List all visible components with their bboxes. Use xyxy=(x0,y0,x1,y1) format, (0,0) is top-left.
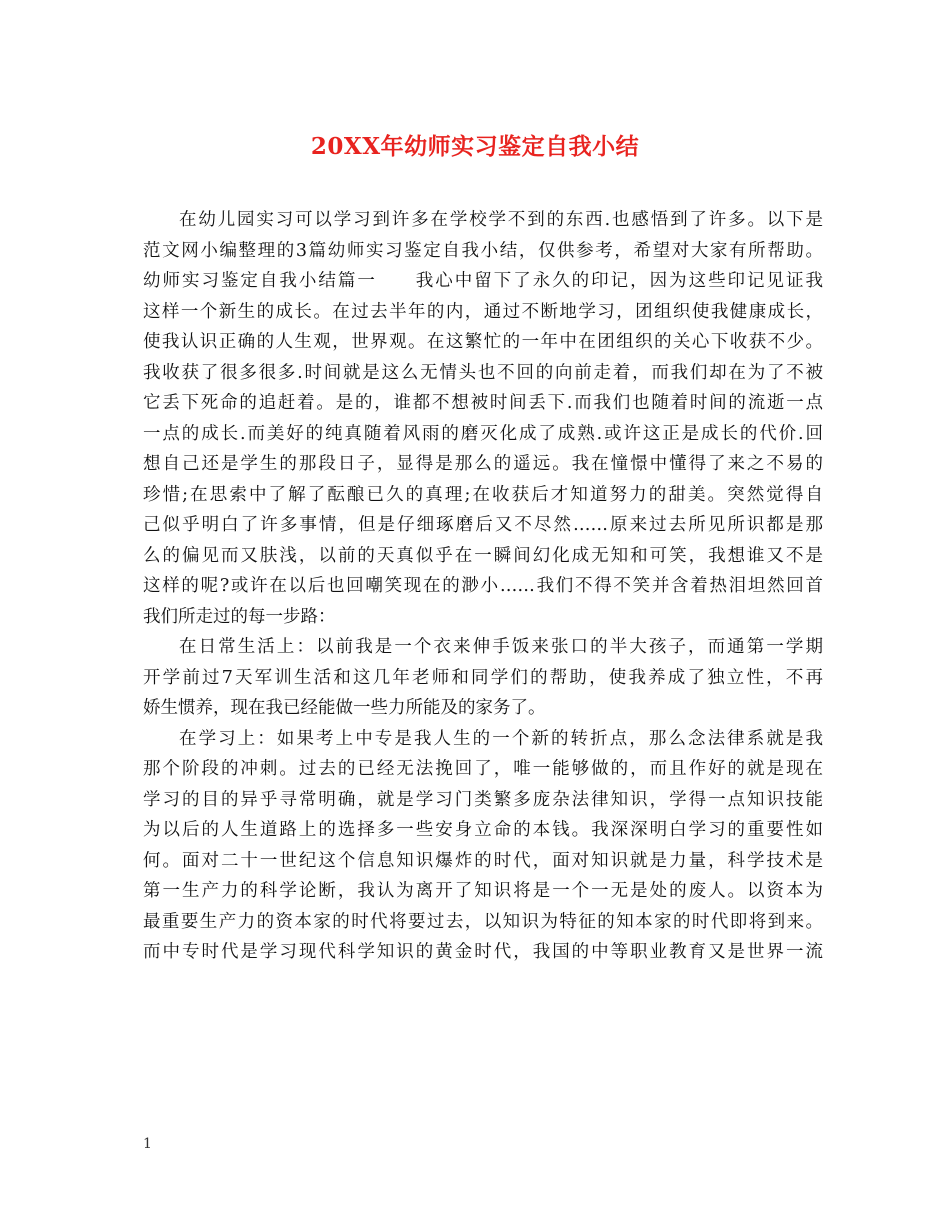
document-title: 20XX年幼师实习鉴定自我小结 xyxy=(310,133,640,160)
text-line: 这样的呢?或许在以后也回嘲笑现在的渺小……我们不得不笑并含着热泪坦然回首 xyxy=(143,576,823,596)
text-line: 一点的成长.而美好的纯真随着风雨的磨灭化成了成熟.或许这正是成长的代价.回 xyxy=(143,423,823,444)
text-line: 而中专时代是学习现代科学知识的黄金时代，我国的中等职业教育又是世界一流 xyxy=(143,942,823,962)
text-line: 学习的目的异乎寻常明确，就是学习门类繁多庞杂法律知识，学得一点知识技能 xyxy=(143,789,823,810)
page-number: 1 xyxy=(143,1136,152,1152)
text-line: 在学习上：如果考上中专是我人生的一个新的转折点，那么念法律系就是我 xyxy=(179,728,823,749)
text-line: 在日常生活上：以前我是一个衣来伸手饭来张口的半大孩子，而通第一学期 xyxy=(179,637,823,657)
text-line: 那个阶段的冲刺。过去的已经无法挽回了，唯一能够做的，而且作好的就是现在 xyxy=(143,759,823,779)
text-line: 这样一个新生的成长。在过去半年的内，通过不断地学习，团组织使我健康成长， xyxy=(143,301,823,322)
text-line: 我们所走过的每一步路： xyxy=(143,606,336,627)
text-line: 我收获了很多很多.时间就是这么无情头也不回的向前走着，而我们却在为了不被 xyxy=(143,362,823,383)
text-line: 使我认识正确的人生观，世界观。在这繁忙的一年中在团组织的关心下收获不少。 xyxy=(143,332,823,352)
text-line: 范文网小编整理的3篇幼师实习鉴定自我小结，仅供参考，希望对大家有所帮助。 xyxy=(143,240,823,261)
text-line: 娇生惯养，现在我已经能做一些力所能及的家务了。 xyxy=(143,698,546,718)
text-line: 为以后的人生道路上的选择多一些安身立命的本钱。我深深明白学习的重要性如 xyxy=(143,820,823,840)
text-line: 它丢下死命的追赶着。是的，谁都不想被时间丢下.而我们也随着时间的流逝一点 xyxy=(143,393,823,413)
text-line: 最重要生产力的资本家的时代将要过去，以知识为特征的知本家的时代即将到来。 xyxy=(143,911,823,932)
document-body xyxy=(143,205,823,968)
text-line: 第一生产力的科学论断，我认为离开了知识将是一个一无是处的废人。以资本为 xyxy=(143,881,823,901)
text-line: 何。面对二十一世纪这个信息知识爆炸的时代，面对知识就是力量，科学技术是 xyxy=(143,850,823,871)
text-line: 在幼儿园实习可以学习到许多在学校学不到的东西.也感悟到了许多。以下是 xyxy=(179,210,823,230)
text-line: 幼师实习鉴定自我小结篇一 我心中留下了永久的印记，因为这些印记见证我 xyxy=(143,271,823,291)
text-line: 己似乎明白了许多事情，但是仔细琢磨后又不尽然……原来过去所见所识都是那 xyxy=(143,515,823,535)
text-line: 想自己还是学生的那段日子，显得是那么的遥远。我在憧憬中懂得了来之不易的 xyxy=(143,454,823,474)
text-line: 珍惜;在思索中了解了酝酿已久的真理;在收获后才知道努力的甜美。突然觉得自 xyxy=(143,484,823,505)
text-line: 么的偏见而又肤浅，以前的天真似乎在一瞬间幻化成无知和可笑，我想谁又不是 xyxy=(143,545,823,566)
text-line: 开学前过7天军训生活和这几年老师和同学们的帮助，使我养成了独立性，不再 xyxy=(143,667,823,688)
